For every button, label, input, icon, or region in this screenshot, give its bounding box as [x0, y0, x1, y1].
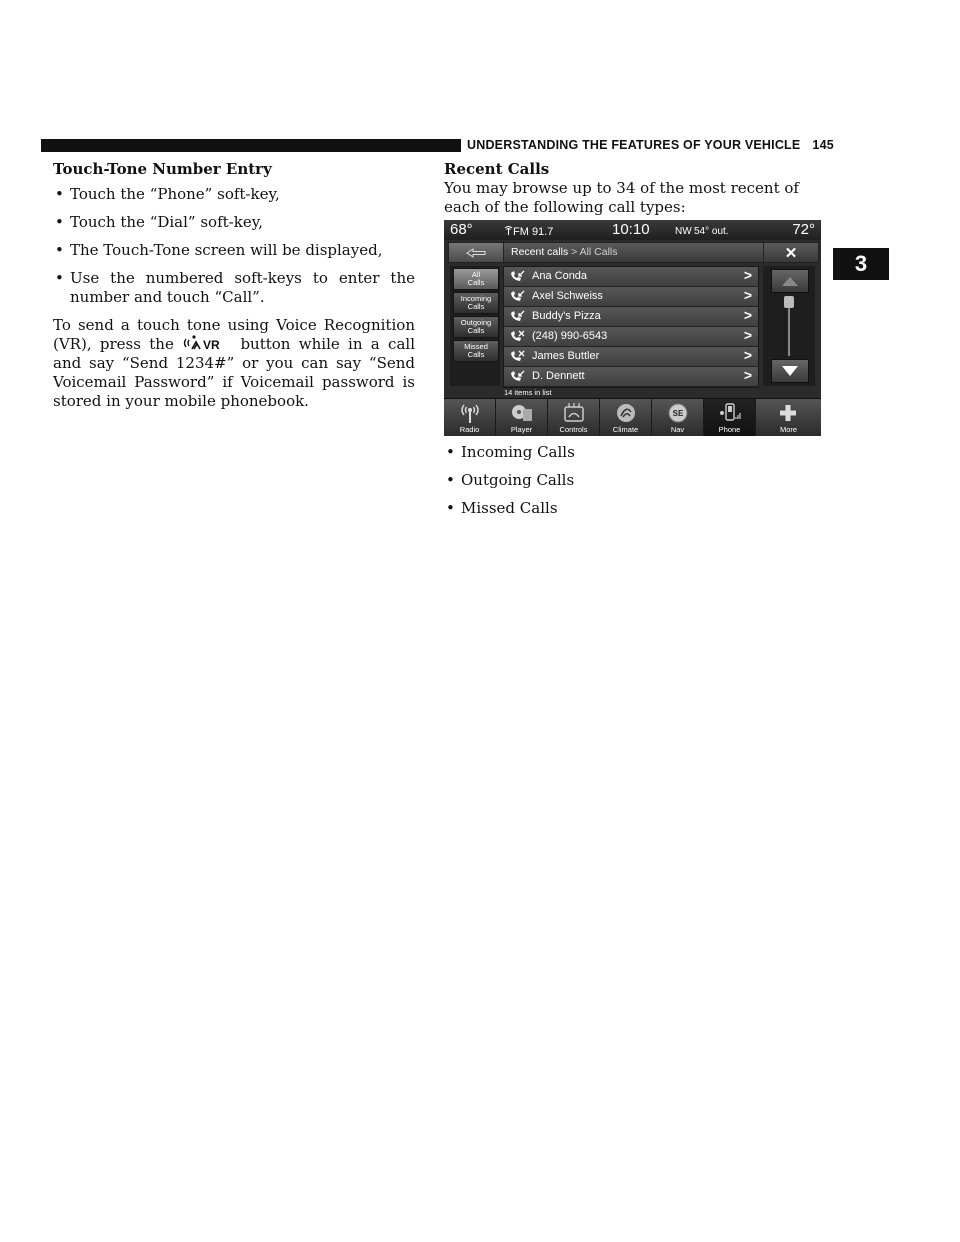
incoming-call-icon — [509, 310, 525, 323]
status-bar — [444, 220, 821, 240]
phone-screen-image — [444, 220, 821, 436]
missed-call-icon — [509, 330, 525, 343]
incoming-call-icon — [509, 290, 525, 303]
chevron-right-icon: > — [743, 287, 752, 303]
close-button[interactable] — [763, 243, 818, 262]
back-arrow-icon — [466, 248, 486, 258]
close-icon: ✕ — [784, 244, 798, 262]
scroll-up-button[interactable] — [771, 269, 809, 293]
chevron-up-icon — [772, 270, 808, 292]
chevron-right-icon: > — [743, 267, 752, 283]
phone-icon — [719, 402, 741, 424]
touch-tone-heading: Touch-Tone Number Entry — [53, 160, 272, 178]
list-item: • Touch the “Dial” soft-key, — [55, 213, 263, 231]
scroll-thumb[interactable] — [784, 296, 794, 308]
compass-direction: NW — [675, 226, 692, 237]
incoming-call-icon — [509, 270, 525, 283]
driver-temp: 68° — [450, 221, 473, 238]
running-header: UNDERSTANDING THE FEATURES OF YOUR VEHICLE 145 — [467, 138, 834, 152]
list-item: • Missed Calls — [446, 499, 558, 517]
scroll-down-button[interactable] — [771, 359, 809, 383]
tab-missed-calls[interactable]: Missed Calls — [453, 340, 499, 362]
call-row[interactable]: Ana Conda > — [504, 267, 758, 287]
chevron-right-icon: > — [743, 327, 752, 343]
list-item: • Touch the “Phone” soft-key, — [55, 185, 280, 203]
chevron-right-icon: > — [743, 307, 752, 323]
outside-temp: 54° out. — [694, 226, 729, 237]
header-bar — [41, 139, 461, 152]
list-item: • Incoming Calls — [446, 443, 575, 461]
item-count: 14 items in list — [504, 388, 552, 397]
svg-text:VR: VR — [203, 338, 220, 351]
plus-icon — [777, 402, 799, 424]
dock-more-button[interactable]: More — [756, 399, 821, 436]
climate-icon — [615, 402, 637, 424]
antenna-icon — [504, 226, 513, 235]
dock-player-button[interactable]: Player — [496, 399, 548, 436]
vr-paragraph: To send a touch tone using Voice Recognition (VR), press the VR button while in a call and say “Send 1234#” or you can say “Send Voicemail Password” if Voicemail password is stored in your mobile phonebook. — [53, 316, 415, 410]
call-types-list — [444, 443, 822, 527]
tab-outgoing-calls[interactable]: Outgoing Calls — [453, 316, 499, 338]
dock-phone-button[interactable]: Phone — [704, 399, 756, 436]
tab-all-calls[interactable]: All Calls — [453, 268, 499, 290]
compass-icon — [667, 402, 689, 424]
radio-station: FM 91.7 — [504, 225, 513, 237]
list-item: • Outgoing Calls — [446, 471, 575, 489]
chapter-tab: 3 — [833, 248, 889, 280]
chevron-down-icon — [772, 360, 808, 382]
recent-calls-heading: Recent Calls — [444, 160, 550, 178]
call-row[interactable]: Axel Schweiss > — [504, 287, 758, 307]
page-number: 145 — [812, 138, 834, 152]
dock-controls-button[interactable]: Controls — [548, 399, 600, 436]
bottom-dock — [444, 398, 821, 436]
voice-recognition-icon — [182, 335, 232, 351]
recent-calls-intro: You may browse up to 34 of the most recent of each of the following call types: — [444, 179, 799, 216]
chevron-right-icon: > — [743, 367, 752, 383]
dock-radio-button[interactable]: Radio — [444, 399, 496, 436]
scroll-bar[interactable] — [763, 266, 815, 386]
list-item: • The Touch-Tone screen will be displayed, — [55, 241, 383, 259]
call-row[interactable]: (248) 990-6543 > — [504, 327, 758, 347]
call-row[interactable]: James Buttler > — [504, 347, 758, 367]
missed-call-icon — [509, 350, 525, 363]
svg-text:SE: SE — [672, 409, 684, 418]
call-type-tabs — [450, 266, 500, 386]
list-item: • Use the numbered soft-keys to enter the number and touch “Call”. — [55, 269, 415, 306]
screen-title: Recent calls > All Calls — [511, 246, 618, 258]
call-row[interactable]: D. Dennett > — [504, 367, 758, 387]
controls-icon — [563, 402, 585, 424]
dock-nav-button[interactable]: SE Nav — [652, 399, 704, 436]
passenger-temp: 72° — [792, 221, 815, 238]
tab-incoming-calls[interactable]: Incoming Calls — [453, 292, 499, 314]
radio-icon — [459, 402, 481, 424]
player-icon — [511, 402, 533, 424]
touch-tone-section — [53, 160, 415, 411]
back-button[interactable] — [449, 243, 504, 262]
clock: 10:10 — [612, 221, 650, 238]
call-row[interactable]: Buddy's Pizza > — [504, 307, 758, 327]
title-bar — [448, 242, 819, 263]
dock-climate-button[interactable]: Climate — [600, 399, 652, 436]
call-list — [503, 266, 759, 388]
recent-calls-section — [444, 160, 822, 217]
chevron-right-icon: > — [743, 347, 752, 363]
incoming-call-icon — [509, 370, 525, 383]
